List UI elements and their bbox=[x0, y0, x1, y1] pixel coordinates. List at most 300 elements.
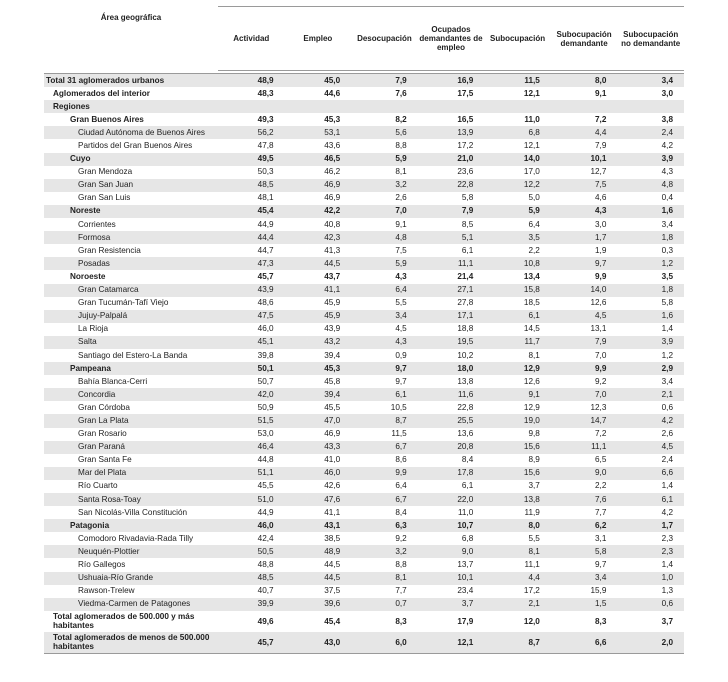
row-value: 2,1 bbox=[617, 388, 684, 401]
row-value: 14,5 bbox=[523, 324, 540, 334]
row-value: 3,4 bbox=[661, 376, 673, 386]
row-value: 13,6 bbox=[457, 429, 474, 439]
row-value: 3,0 bbox=[661, 88, 673, 98]
row-label: Neuquén-Plottier bbox=[44, 545, 218, 558]
row-value bbox=[551, 100, 618, 113]
row-label: Viedma-Carmen de Patagones bbox=[44, 598, 218, 611]
row-label: Aglomerados del interior bbox=[53, 88, 150, 98]
row-value: 45,4 bbox=[218, 205, 285, 218]
table-row bbox=[44, 153, 684, 166]
table-row bbox=[44, 113, 684, 126]
row-value: 12,1 bbox=[523, 141, 540, 151]
row-value: 47,6 bbox=[285, 493, 352, 506]
row-value bbox=[218, 100, 285, 113]
row-value: 45,9 bbox=[285, 310, 352, 323]
row-value: 47,5 bbox=[218, 310, 285, 323]
row-value: 4,5 bbox=[551, 310, 618, 323]
row-value: 56,2 bbox=[218, 126, 285, 139]
row-value: 2,0 bbox=[617, 632, 684, 654]
table-row bbox=[44, 166, 684, 179]
row-value: 53,1 bbox=[285, 126, 352, 139]
row-value: 11,1 bbox=[418, 257, 485, 270]
table-row bbox=[44, 87, 684, 100]
table-row bbox=[44, 297, 684, 310]
row-value: 4,2 bbox=[661, 141, 673, 151]
table-row bbox=[44, 139, 684, 152]
row-value: 0,9 bbox=[395, 350, 407, 360]
row-value: 43,9 bbox=[324, 324, 341, 334]
row-value: 3,4 bbox=[617, 74, 684, 88]
row-value: 8,8 bbox=[395, 560, 407, 570]
header-area: Área geográfica bbox=[100, 12, 162, 22]
row-value: 48,9 bbox=[285, 545, 352, 558]
row-label: Gran Rosario bbox=[78, 429, 127, 439]
table-row bbox=[44, 506, 684, 519]
row-value: 13,8 bbox=[484, 493, 551, 506]
row-value: 7,9 bbox=[418, 205, 485, 218]
row-value: 45,7 bbox=[257, 271, 274, 281]
table-row bbox=[44, 349, 684, 362]
row-value: 7,7 bbox=[595, 507, 607, 517]
row-value: 9,9 bbox=[551, 362, 618, 375]
row-value: 46,5 bbox=[285, 153, 352, 166]
row-value: 12,9 bbox=[484, 362, 551, 375]
table-row bbox=[44, 493, 684, 506]
row-value: 11,6 bbox=[418, 388, 485, 401]
row-value: 15,6 bbox=[484, 467, 551, 480]
row-value: 48,5 bbox=[218, 572, 285, 585]
row-label: Río Gallegos bbox=[78, 560, 126, 570]
row-value: 47,0 bbox=[285, 414, 352, 427]
row-value: 8,3 bbox=[395, 616, 407, 626]
row-label: Rawson-Trelew bbox=[78, 586, 135, 596]
row-value: 6,6 bbox=[551, 632, 618, 654]
row-value: 4,5 bbox=[617, 441, 684, 454]
row-value: 7,0 bbox=[351, 205, 418, 218]
row-value: 1,0 bbox=[617, 572, 684, 585]
row-value: 1,8 bbox=[617, 231, 684, 244]
row-value: 1,6 bbox=[617, 310, 684, 323]
row-value: 7,5 bbox=[395, 245, 407, 255]
row-value: 1,3 bbox=[661, 586, 673, 596]
row-value: 8,7 bbox=[351, 414, 418, 427]
table-row bbox=[44, 454, 684, 467]
row-value: 0,4 bbox=[661, 193, 673, 203]
row-value: 9,1 bbox=[595, 88, 607, 98]
row-label: Río Cuarto bbox=[78, 481, 118, 491]
row-value: 27,8 bbox=[457, 298, 474, 308]
row-label: Gran Santa Fe bbox=[78, 455, 132, 465]
row-label: Total aglomerados de menos de 500.000 habitantes bbox=[44, 632, 218, 654]
row-value: 41,3 bbox=[324, 245, 341, 255]
row-value: 42,4 bbox=[257, 533, 274, 543]
row-label: Noroeste bbox=[70, 271, 106, 281]
row-value: 2,2 bbox=[528, 245, 540, 255]
row-label: Concordia bbox=[44, 388, 218, 401]
row-value: 8,6 bbox=[395, 455, 407, 465]
table-row bbox=[44, 414, 684, 427]
row-value: 11,1 bbox=[551, 441, 618, 454]
row-value: 44,8 bbox=[257, 455, 274, 465]
row-value: 6,2 bbox=[551, 519, 618, 532]
row-label: Gran Catamarca bbox=[44, 284, 218, 297]
row-label: Comodoro Rivadavia-Rada Tilly bbox=[78, 533, 194, 543]
table-row bbox=[44, 632, 684, 654]
row-value: 46,9 bbox=[285, 179, 352, 192]
table-row bbox=[44, 585, 684, 598]
row-value: 6,0 bbox=[351, 632, 418, 654]
row-value: 0,3 bbox=[661, 245, 673, 255]
row-value: 43,3 bbox=[285, 441, 352, 454]
row-value: 44,5 bbox=[285, 572, 352, 585]
row-value bbox=[484, 100, 551, 113]
row-value: 46,0 bbox=[218, 519, 285, 532]
row-value: 2,4 bbox=[617, 126, 684, 139]
row-value: 43,2 bbox=[285, 336, 352, 349]
header-ocupados-demandantes: Ocupados demandantes de empleo bbox=[418, 7, 485, 71]
row-value: 7,9 bbox=[351, 74, 418, 88]
row-value: 22,8 bbox=[457, 402, 474, 412]
row-value: 50,7 bbox=[257, 376, 274, 386]
row-value: 8,0 bbox=[484, 519, 551, 532]
row-value: 38,5 bbox=[324, 533, 341, 543]
table-row bbox=[44, 611, 684, 632]
row-label: Ushuaia-Río Grande bbox=[44, 572, 218, 585]
row-value: 44,5 bbox=[285, 257, 352, 270]
row-label: Santa Rosa-Toay bbox=[44, 493, 218, 506]
row-value: 1,9 bbox=[595, 245, 607, 255]
row-value: 8,0 bbox=[551, 74, 618, 88]
row-value: 4,3 bbox=[551, 205, 618, 218]
table-row bbox=[44, 218, 684, 231]
row-value: 46,4 bbox=[218, 441, 285, 454]
row-value: 12,2 bbox=[484, 179, 551, 192]
row-value: 45,8 bbox=[324, 376, 341, 386]
row-value: 14,0 bbox=[551, 284, 618, 297]
row-value: 2,9 bbox=[617, 362, 684, 375]
row-value: 23,6 bbox=[457, 167, 474, 177]
row-value: 53,0 bbox=[257, 429, 274, 439]
header-actividad: Actividad bbox=[218, 7, 285, 71]
row-value: 9,7 bbox=[351, 362, 418, 375]
row-value: 3,7 bbox=[661, 616, 673, 626]
row-value: 21,4 bbox=[457, 271, 474, 281]
row-value: 1,2 bbox=[661, 350, 673, 360]
row-label: Gran La Plata bbox=[44, 414, 218, 427]
header-subocupacion-no-demandante: Subocupación no demandante bbox=[617, 7, 684, 71]
row-value: 13,4 bbox=[523, 271, 540, 281]
row-value: 48,3 bbox=[257, 88, 274, 98]
table-container bbox=[44, 6, 684, 654]
row-value: 27,1 bbox=[418, 284, 485, 297]
table-row bbox=[44, 179, 684, 192]
row-value: 2,3 bbox=[661, 533, 673, 543]
row-value: 44,4 bbox=[218, 231, 285, 244]
row-value: 48,6 bbox=[257, 298, 274, 308]
row-value: 13,7 bbox=[457, 560, 474, 570]
row-value: 10,1 bbox=[551, 153, 618, 166]
table-row bbox=[44, 519, 684, 532]
row-value: 4,8 bbox=[617, 179, 684, 192]
row-value: 47,8 bbox=[257, 141, 274, 151]
row-value: 9,9 bbox=[351, 467, 418, 480]
table-row bbox=[44, 336, 684, 349]
row-value: 2,2 bbox=[595, 481, 607, 491]
row-value: 45,7 bbox=[218, 632, 285, 654]
row-value: 50,3 bbox=[257, 167, 274, 177]
table-row bbox=[44, 545, 684, 558]
row-value: 45,9 bbox=[324, 298, 341, 308]
row-value: 41,1 bbox=[285, 284, 352, 297]
row-value: 3,1 bbox=[595, 533, 607, 543]
table-row bbox=[44, 100, 684, 113]
row-value: 2,6 bbox=[395, 193, 407, 203]
row-value: 11,5 bbox=[484, 74, 551, 88]
row-value: 1,8 bbox=[617, 284, 684, 297]
row-value: 3,4 bbox=[661, 219, 673, 229]
row-value: 3,2 bbox=[351, 179, 418, 192]
row-value: 3,8 bbox=[661, 114, 673, 124]
row-label: Posadas bbox=[44, 257, 218, 270]
row-value: 2,6 bbox=[661, 429, 673, 439]
row-value: 10,2 bbox=[457, 350, 474, 360]
row-value: 5,5 bbox=[395, 298, 407, 308]
row-value: 6,1 bbox=[461, 481, 474, 491]
row-value: 4,3 bbox=[395, 271, 407, 281]
header-subocupacion-demandante: Subocupación demandante bbox=[551, 7, 618, 71]
row-value: 17,2 bbox=[457, 141, 474, 151]
table-row bbox=[44, 126, 684, 139]
row-value: 48,8 bbox=[257, 560, 274, 570]
row-value: 40,7 bbox=[257, 586, 274, 596]
row-value: 1,7 bbox=[551, 231, 618, 244]
row-value: 43,6 bbox=[324, 141, 341, 151]
table-row bbox=[44, 572, 684, 585]
row-value: 8,7 bbox=[484, 632, 551, 654]
table-row bbox=[44, 598, 684, 611]
table-row bbox=[44, 231, 684, 244]
row-value: 50,1 bbox=[218, 362, 285, 375]
row-value: 3,7 bbox=[528, 481, 540, 491]
row-value: 18,5 bbox=[523, 298, 540, 308]
row-value: 0,6 bbox=[661, 402, 673, 412]
row-value: 9,7 bbox=[551, 257, 618, 270]
row-value: 5,1 bbox=[418, 231, 485, 244]
row-value: 3,5 bbox=[484, 231, 551, 244]
row-value: 41,1 bbox=[324, 507, 341, 517]
row-value: 46,0 bbox=[285, 467, 352, 480]
table-row bbox=[44, 441, 684, 454]
row-value: 43,9 bbox=[218, 284, 285, 297]
row-value: 1,4 bbox=[661, 324, 673, 334]
row-value: 11,0 bbox=[524, 114, 540, 124]
row-value: 44,7 bbox=[257, 245, 274, 255]
row-value: 3,4 bbox=[551, 572, 618, 585]
row-value: 7,6 bbox=[395, 88, 407, 98]
row-value: 10,1 bbox=[418, 572, 485, 585]
row-value: 11,1 bbox=[524, 560, 540, 570]
row-value: 6,5 bbox=[595, 455, 607, 465]
row-value: 9,7 bbox=[395, 376, 407, 386]
row-value: 19,0 bbox=[484, 414, 551, 427]
row-value: 6,1 bbox=[461, 245, 474, 255]
table-row bbox=[44, 401, 684, 414]
row-value: 39,6 bbox=[285, 598, 352, 611]
row-label: Total 31 aglomerados urbanos bbox=[44, 74, 218, 88]
row-value: 42,3 bbox=[285, 231, 352, 244]
row-label: Regiones bbox=[44, 100, 218, 113]
row-value: 8,1 bbox=[484, 545, 551, 558]
row-label: Gran Tucumán-Tafí Viejo bbox=[78, 298, 169, 308]
row-value: 50,9 bbox=[257, 402, 274, 412]
row-value: 7,5 bbox=[551, 179, 618, 192]
row-value: 6,1 bbox=[617, 493, 684, 506]
row-label: Gran San Juan bbox=[44, 179, 218, 192]
table-row bbox=[44, 323, 684, 336]
row-value: 9,1 bbox=[395, 219, 407, 229]
row-value: 6,8 bbox=[461, 533, 474, 543]
row-value: 39,9 bbox=[218, 598, 285, 611]
row-value: 40,8 bbox=[324, 219, 341, 229]
row-value: 12,3 bbox=[590, 402, 607, 412]
row-value: 8,8 bbox=[395, 141, 407, 151]
row-label: Mar del Plata bbox=[44, 467, 218, 480]
labor-market-rates-table bbox=[44, 6, 684, 654]
row-value: 39,8 bbox=[257, 350, 274, 360]
row-value: 51,0 bbox=[218, 493, 285, 506]
row-value: 49,3 bbox=[257, 114, 274, 124]
row-value: 23,4 bbox=[457, 586, 474, 596]
row-value: 9,7 bbox=[595, 560, 607, 570]
row-value: 5,9 bbox=[484, 205, 551, 218]
row-value: 6,3 bbox=[351, 519, 418, 532]
row-value: 16,5 bbox=[457, 114, 474, 124]
row-value: 5,5 bbox=[528, 533, 540, 543]
row-value: 14,0 bbox=[484, 153, 551, 166]
row-value: 4,2 bbox=[661, 507, 673, 517]
table-row bbox=[44, 480, 684, 493]
row-value: 1,4 bbox=[661, 560, 673, 570]
row-label: Total aglomerados de 500.000 y más habitantes bbox=[53, 611, 195, 631]
row-label: Gran Paraná bbox=[44, 441, 218, 454]
row-value: 3,0 bbox=[595, 219, 607, 229]
row-value: 42,6 bbox=[324, 481, 341, 491]
row-label: Bahía Blanca-Cerri bbox=[78, 376, 148, 386]
row-value: 8,4 bbox=[395, 507, 407, 517]
row-value: 17,5 bbox=[457, 88, 474, 98]
row-value: 5,8 bbox=[461, 193, 474, 203]
row-value bbox=[617, 100, 684, 113]
row-value: 11,5 bbox=[391, 429, 407, 439]
row-value: 8,3 bbox=[595, 616, 607, 626]
row-value: 9,2 bbox=[595, 376, 607, 386]
row-label: Santiago del Estero-La Banda bbox=[78, 350, 188, 360]
row-value: 45,4 bbox=[324, 616, 341, 626]
row-value: 49,5 bbox=[218, 153, 285, 166]
row-value: 39,4 bbox=[324, 350, 341, 360]
row-value: 11,7 bbox=[484, 336, 551, 349]
row-label: Pampeana bbox=[44, 362, 218, 375]
row-value: 25,5 bbox=[418, 414, 485, 427]
row-value: 44,6 bbox=[324, 88, 341, 98]
row-value: 17,9 bbox=[457, 616, 474, 626]
row-value: 7,0 bbox=[551, 388, 618, 401]
header-desocupacion: Desocupación bbox=[351, 7, 418, 71]
row-value: 39,4 bbox=[285, 388, 352, 401]
row-value: 43,7 bbox=[324, 271, 341, 281]
table-row bbox=[44, 532, 684, 545]
row-value: 6,8 bbox=[484, 126, 551, 139]
row-value: 51,5 bbox=[218, 414, 285, 427]
row-value: 6,4 bbox=[351, 284, 418, 297]
row-value: 8,2 bbox=[395, 114, 407, 124]
row-value: 9,8 bbox=[528, 429, 540, 439]
row-value: 8,1 bbox=[528, 350, 540, 360]
table-row bbox=[44, 558, 684, 571]
row-value: 45,3 bbox=[324, 114, 341, 124]
row-label: Gran San Luis bbox=[78, 193, 131, 203]
row-label: Gran Córdoba bbox=[78, 402, 130, 412]
table-row bbox=[44, 192, 684, 205]
table-row bbox=[44, 244, 684, 257]
row-value: 6,7 bbox=[351, 493, 418, 506]
row-value: 4,3 bbox=[351, 336, 418, 349]
row-value: 45,3 bbox=[285, 362, 352, 375]
row-value: 18,0 bbox=[418, 362, 485, 375]
row-value: 10,8 bbox=[484, 257, 551, 270]
row-value: 5,8 bbox=[661, 298, 673, 308]
row-value bbox=[351, 100, 418, 113]
row-value: 20,8 bbox=[418, 441, 485, 454]
row-value: 4,4 bbox=[551, 126, 618, 139]
row-value: 17,8 bbox=[418, 467, 485, 480]
row-value: 51,1 bbox=[218, 467, 285, 480]
row-label: Ciudad Autónoma de Buenos Aires bbox=[44, 126, 218, 139]
header-empleo: Empleo bbox=[285, 7, 352, 71]
row-value: 17,2 bbox=[523, 586, 540, 596]
row-value: 11,0 bbox=[457, 507, 474, 517]
row-value: 43,1 bbox=[285, 519, 352, 532]
row-value: 9,9 bbox=[595, 271, 607, 281]
row-value: 48,1 bbox=[257, 193, 274, 203]
row-value: 9,0 bbox=[418, 545, 485, 558]
row-value: 3,2 bbox=[351, 545, 418, 558]
row-value: 6,4 bbox=[395, 481, 407, 491]
row-value: 22,0 bbox=[418, 493, 485, 506]
row-value: 46,2 bbox=[324, 167, 341, 177]
row-value: 15,8 bbox=[484, 284, 551, 297]
row-label: Formosa bbox=[44, 231, 218, 244]
table-row bbox=[44, 388, 684, 401]
row-value: 5,9 bbox=[351, 257, 418, 270]
row-value: 12,9 bbox=[523, 402, 540, 412]
row-value: 1,4 bbox=[661, 481, 673, 491]
row-value: 3,5 bbox=[661, 271, 673, 281]
header-row bbox=[44, 7, 684, 71]
row-value: 49,6 bbox=[257, 616, 274, 626]
row-value bbox=[285, 100, 352, 113]
row-value: 1,7 bbox=[617, 519, 684, 532]
row-value: 0,6 bbox=[617, 598, 684, 611]
row-value: 4,6 bbox=[595, 193, 607, 203]
row-value: 6,4 bbox=[528, 219, 540, 229]
row-value: 7,7 bbox=[395, 586, 407, 596]
row-value: 42,2 bbox=[285, 205, 352, 218]
row-label: Patagonia bbox=[44, 519, 218, 532]
table-row bbox=[44, 270, 684, 283]
row-value: 9,0 bbox=[551, 467, 618, 480]
table-row bbox=[44, 362, 684, 375]
